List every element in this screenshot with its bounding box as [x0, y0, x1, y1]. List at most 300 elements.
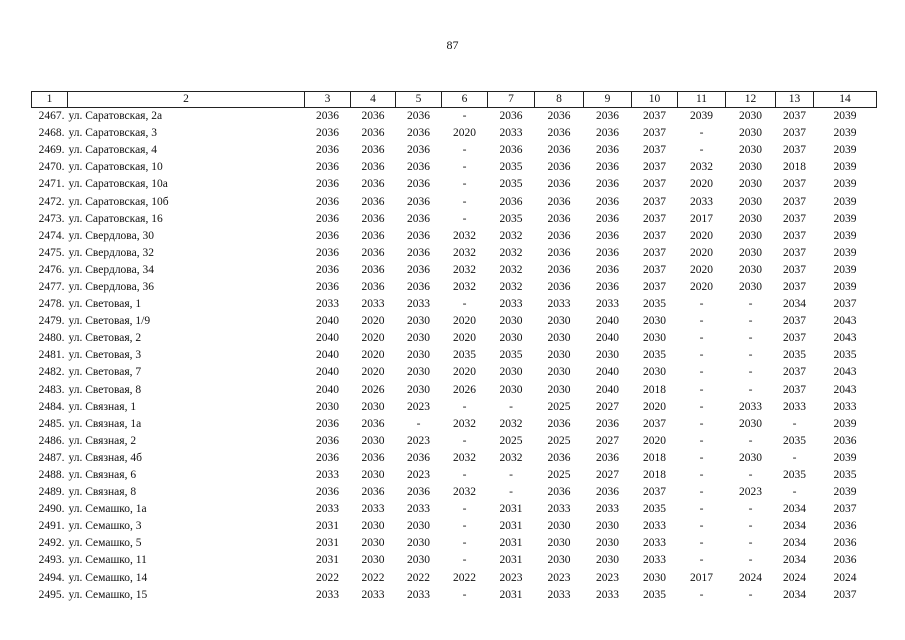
- year-cell: 2018: [783, 161, 806, 174]
- year-cell: 2037: [643, 212, 666, 225]
- year-cell: -: [699, 349, 704, 362]
- address-cell: ул. Связная, 6: [68, 469, 137, 482]
- year-cell: 2031: [316, 554, 339, 567]
- year-cell: 2036: [316, 127, 339, 140]
- year-cell: -: [748, 366, 753, 379]
- year-cell: -: [462, 520, 467, 533]
- year-cell: 2036: [407, 229, 430, 242]
- year-cell: 2037: [643, 417, 666, 430]
- year-cell: 2030: [643, 315, 666, 328]
- year-cell: 2040: [316, 366, 339, 379]
- year-cell: 2035: [499, 212, 523, 225]
- column-header: 7: [488, 92, 535, 108]
- year-cell: 2035: [783, 469, 806, 482]
- year-cell: 2030: [361, 520, 385, 533]
- data-table: [31, 91, 877, 604]
- year-cell: 2025: [547, 434, 571, 447]
- year-cell: 2030: [361, 469, 385, 482]
- year-cell: 2032: [499, 229, 523, 242]
- year-cell: 2039: [833, 144, 857, 157]
- year-cell: 2030: [739, 195, 762, 208]
- year-cell: 2033: [407, 588, 430, 601]
- table-row: [32, 416, 877, 433]
- year-cell: -: [792, 451, 797, 464]
- table-header-row: [32, 92, 877, 108]
- row-number-cell: 2491.: [38, 520, 65, 533]
- year-cell: -: [699, 554, 704, 567]
- row-number-cell: 2494.: [38, 571, 65, 584]
- year-cell: 2036: [407, 212, 430, 225]
- year-cell: 2037: [783, 315, 806, 328]
- year-cell: 2033: [316, 298, 339, 311]
- year-cell: 2023: [407, 434, 430, 447]
- year-cell: 2037: [783, 195, 806, 208]
- year-cell: -: [699, 127, 704, 140]
- year-cell: 2030: [407, 315, 430, 328]
- year-cell: -: [748, 469, 753, 482]
- table-row: [32, 552, 877, 569]
- year-cell: 2043: [833, 332, 857, 345]
- year-cell: -: [462, 212, 467, 225]
- year-cell: 2036: [833, 554, 857, 567]
- year-cell: 2036: [547, 417, 571, 430]
- year-cell: 2030: [596, 349, 619, 362]
- year-cell: 2036: [833, 520, 857, 533]
- year-cell: 2037: [783, 144, 806, 157]
- address-cell: ул. Семашко, 15: [68, 588, 148, 601]
- year-cell: 2039: [833, 280, 857, 293]
- year-cell: 2030: [739, 144, 762, 157]
- year-cell: -: [462, 434, 467, 447]
- table-row: [32, 262, 877, 279]
- address-cell: ул. Семашко, 5: [68, 537, 142, 550]
- year-cell: -: [462, 195, 467, 208]
- row-number-cell: 2474.: [38, 229, 65, 242]
- address-cell: ул. Связная, 4б: [68, 451, 142, 464]
- year-cell: 2022: [453, 571, 476, 584]
- year-cell: 2037: [643, 229, 666, 242]
- year-cell: -: [416, 417, 421, 430]
- year-cell: 2039: [833, 195, 857, 208]
- year-cell: -: [462, 178, 467, 191]
- year-cell: 2033: [643, 554, 666, 567]
- year-cell: -: [699, 332, 704, 345]
- year-cell: 2027: [596, 400, 619, 413]
- row-number-cell: 2472.: [38, 195, 65, 208]
- row-number-cell: 2487.: [38, 451, 65, 464]
- row-number-cell: 2495.: [38, 588, 65, 601]
- year-cell: 2036: [407, 451, 430, 464]
- table-row: [32, 570, 877, 587]
- year-cell: 2030: [547, 383, 571, 396]
- column-header: 2: [68, 92, 305, 108]
- year-cell: 2043: [833, 366, 857, 379]
- year-cell: 2036: [596, 280, 619, 293]
- year-cell: 2023: [407, 469, 430, 482]
- year-cell: 2036: [316, 110, 339, 123]
- address-cell: ул. Световая, 7: [68, 366, 142, 379]
- year-cell: 2031: [499, 503, 523, 516]
- address-cell: ул. Свердлова, 36: [68, 280, 154, 293]
- year-cell: 2034: [783, 537, 806, 550]
- column-header: 10: [632, 92, 678, 108]
- year-cell: 2035: [783, 349, 806, 362]
- year-cell: 2022: [407, 571, 430, 584]
- year-cell: 2036: [547, 178, 571, 191]
- year-cell: 2030: [547, 315, 571, 328]
- year-cell: 2030: [643, 571, 666, 584]
- year-cell: -: [462, 298, 467, 311]
- year-cell: 2033: [643, 520, 666, 533]
- row-number-cell: 2476.: [38, 263, 65, 276]
- table-row: [32, 467, 877, 484]
- year-cell: 2036: [316, 486, 339, 499]
- table-row: [32, 347, 877, 364]
- year-cell: 2031: [499, 520, 523, 533]
- year-cell: 2027: [596, 434, 619, 447]
- row-number-cell: 2484.: [38, 400, 65, 413]
- column-header: 14: [814, 92, 877, 108]
- year-cell: 2033: [547, 503, 571, 516]
- year-cell: -: [748, 434, 753, 447]
- year-cell: 2037: [783, 332, 806, 345]
- year-cell: 2024: [739, 571, 762, 584]
- row-number-cell: 2482.: [38, 366, 65, 379]
- year-cell: 2032: [453, 280, 476, 293]
- year-cell: 2035: [833, 469, 857, 482]
- year-cell: 2033: [833, 400, 857, 413]
- year-cell: 2040: [596, 315, 619, 328]
- year-cell: 2034: [783, 503, 806, 516]
- year-cell: 2036: [361, 229, 385, 242]
- year-cell: 2035: [499, 161, 523, 174]
- row-number-cell: 2477.: [38, 280, 65, 293]
- year-cell: 2039: [833, 110, 857, 123]
- table-row: [32, 228, 877, 245]
- year-cell: 2035: [833, 349, 857, 362]
- address-cell: ул. Саратовская, 4: [68, 144, 157, 157]
- address-cell: ул. Семашко, 3: [68, 520, 142, 533]
- year-cell: 2037: [783, 178, 806, 191]
- column-header: 13: [776, 92, 814, 108]
- year-cell: -: [509, 400, 513, 413]
- address-cell: ул. Связная, 1а: [68, 417, 142, 430]
- year-cell: 2033: [361, 503, 385, 516]
- year-cell: 2033: [407, 298, 430, 311]
- year-cell: 2036: [361, 161, 385, 174]
- year-cell: 2018: [643, 451, 666, 464]
- year-cell: -: [792, 486, 797, 499]
- year-cell: 2020: [453, 332, 476, 345]
- year-cell: 2036: [407, 110, 430, 123]
- year-cell: 2036: [547, 229, 571, 242]
- year-cell: 2037: [783, 383, 806, 396]
- year-cell: 2030: [407, 520, 430, 533]
- year-cell: 2017: [690, 571, 713, 584]
- year-cell: 2035: [643, 298, 666, 311]
- address-cell: ул. Световая, 2: [68, 332, 142, 345]
- year-cell: 2020: [361, 366, 385, 379]
- table-body: [32, 108, 877, 604]
- year-cell: 2036: [407, 161, 430, 174]
- year-cell: 2037: [643, 263, 666, 276]
- year-cell: 2036: [596, 246, 619, 259]
- year-cell: 2036: [547, 280, 571, 293]
- year-cell: 2032: [690, 161, 713, 174]
- year-cell: 2036: [547, 246, 571, 259]
- year-cell: 2036: [316, 178, 339, 191]
- year-cell: 2039: [833, 263, 857, 276]
- table-row: [32, 501, 877, 518]
- year-cell: -: [462, 144, 467, 157]
- year-cell: 2036: [407, 195, 430, 208]
- year-cell: 2036: [833, 537, 857, 550]
- year-cell: 2030: [361, 400, 385, 413]
- year-cell: -: [462, 503, 467, 516]
- year-cell: 2040: [316, 383, 339, 396]
- year-cell: 2030: [499, 383, 523, 396]
- year-cell: 2020: [361, 315, 385, 328]
- year-cell: 2020: [361, 349, 385, 362]
- year-cell: 2036: [596, 144, 619, 157]
- year-cell: 2023: [596, 571, 619, 584]
- year-cell: 2036: [596, 417, 619, 430]
- table-row: [32, 535, 877, 552]
- year-cell: 2036: [407, 127, 430, 140]
- year-cell: -: [792, 417, 797, 430]
- year-cell: 2043: [833, 315, 857, 328]
- row-number-cell: 2481.: [38, 349, 65, 362]
- year-cell: 2033: [547, 298, 571, 311]
- address-cell: ул. Свердлова, 34: [68, 263, 154, 276]
- address-cell: ул. Связная, 8: [68, 486, 137, 499]
- year-cell: 2036: [596, 212, 619, 225]
- year-cell: 2026: [453, 383, 476, 396]
- year-cell: 2036: [361, 212, 385, 225]
- year-cell: 2030: [547, 520, 571, 533]
- row-number-cell: 2467.: [38, 110, 65, 123]
- year-cell: 2035: [643, 588, 666, 601]
- year-cell: 2039: [833, 246, 857, 259]
- year-cell: 2036: [547, 110, 571, 123]
- year-cell: 2037: [783, 280, 806, 293]
- year-cell: 2037: [643, 280, 666, 293]
- year-cell: 2036: [596, 486, 619, 499]
- year-cell: 2033: [407, 503, 430, 516]
- year-cell: 2033: [739, 400, 762, 413]
- year-cell: 2036: [547, 451, 571, 464]
- year-cell: 2030: [316, 400, 339, 413]
- year-cell: 2036: [499, 144, 523, 157]
- year-cell: 2030: [407, 349, 430, 362]
- table-row: [32, 313, 877, 330]
- table-row: [32, 211, 877, 228]
- year-cell: 2040: [316, 315, 339, 328]
- year-cell: 2036: [407, 246, 430, 259]
- year-cell: 2033: [643, 537, 666, 550]
- year-cell: 2020: [690, 280, 713, 293]
- year-cell: 2036: [361, 246, 385, 259]
- year-cell: 2033: [596, 503, 619, 516]
- year-cell: -: [699, 434, 704, 447]
- year-cell: 2033: [361, 298, 385, 311]
- year-cell: 2037: [783, 263, 806, 276]
- year-cell: 2036: [361, 178, 385, 191]
- year-cell: -: [699, 469, 704, 482]
- year-cell: 2036: [316, 280, 339, 293]
- year-cell: 2039: [833, 212, 857, 225]
- year-cell: -: [748, 349, 753, 362]
- year-cell: 2023: [407, 400, 430, 413]
- table-row: [32, 587, 877, 604]
- row-number-cell: 2479.: [38, 315, 65, 328]
- year-cell: 2036: [596, 161, 619, 174]
- year-cell: 2036: [407, 280, 430, 293]
- year-cell: 2033: [596, 298, 619, 311]
- row-number-cell: 2492.: [38, 537, 65, 550]
- year-cell: -: [699, 417, 704, 430]
- table-row: [32, 159, 877, 176]
- year-cell: 2033: [361, 588, 385, 601]
- year-cell: -: [699, 537, 704, 550]
- table-row: [32, 518, 877, 535]
- table-row: [32, 399, 877, 416]
- year-cell: 2043: [833, 383, 857, 396]
- year-cell: -: [748, 298, 753, 311]
- year-cell: 2036: [547, 144, 571, 157]
- year-cell: 2030: [739, 263, 762, 276]
- year-cell: 2030: [407, 383, 430, 396]
- year-cell: 2037: [643, 144, 666, 157]
- year-cell: 2036: [361, 417, 385, 430]
- year-cell: 2027: [596, 469, 619, 482]
- table-row: [32, 108, 877, 126]
- year-cell: 2030: [407, 554, 430, 567]
- year-cell: 2030: [739, 110, 762, 123]
- year-cell: 2030: [407, 332, 430, 345]
- year-cell: 2037: [643, 161, 666, 174]
- year-cell: 2036: [407, 178, 430, 191]
- year-cell: 2025: [499, 434, 523, 447]
- column-header: 11: [678, 92, 726, 108]
- table-row: [32, 484, 877, 501]
- year-cell: 2036: [547, 195, 571, 208]
- column-header: 6: [442, 92, 488, 108]
- year-cell: 2039: [833, 486, 857, 499]
- address-cell: ул. Саратовская, 10а: [68, 178, 168, 191]
- year-cell: 2018: [643, 469, 666, 482]
- year-cell: -: [748, 315, 753, 328]
- year-cell: 2032: [453, 229, 476, 242]
- year-cell: 2039: [833, 161, 857, 174]
- row-number-cell: 2493.: [38, 554, 65, 567]
- year-cell: 2035: [783, 434, 806, 447]
- year-cell: -: [462, 400, 467, 413]
- year-cell: 2036: [596, 195, 619, 208]
- year-cell: 2036: [316, 161, 339, 174]
- address-cell: ул. Саратовская, 16: [68, 212, 163, 225]
- year-cell: 2020: [643, 400, 666, 413]
- year-cell: 2020: [453, 315, 476, 328]
- year-cell: 2036: [316, 212, 339, 225]
- row-number-cell: 2478.: [38, 298, 65, 311]
- year-cell: -: [462, 554, 467, 567]
- year-cell: 2020: [690, 263, 713, 276]
- row-number-cell: 2485.: [38, 417, 65, 430]
- year-cell: 2033: [499, 298, 523, 311]
- year-cell: 2020: [361, 332, 385, 345]
- year-cell: 2036: [361, 144, 385, 157]
- year-cell: 2032: [453, 486, 476, 499]
- table-row: [32, 125, 877, 142]
- column-header: 3: [305, 92, 351, 108]
- row-number-cell: 2469.: [38, 144, 65, 157]
- address-cell: ул. Саратовская, 10: [68, 161, 163, 174]
- year-cell: 2040: [596, 383, 619, 396]
- year-cell: 2036: [596, 229, 619, 242]
- year-cell: 2036: [361, 280, 385, 293]
- year-cell: -: [699, 315, 704, 328]
- year-cell: 2030: [596, 537, 619, 550]
- year-cell: 2035: [499, 178, 523, 191]
- year-cell: -: [462, 469, 467, 482]
- year-cell: 2035: [643, 503, 666, 516]
- year-cell: 2036: [547, 486, 571, 499]
- year-cell: 2020: [453, 127, 476, 140]
- year-cell: 2024: [833, 571, 857, 584]
- year-cell: 2036: [361, 451, 385, 464]
- year-cell: -: [699, 486, 704, 499]
- row-number-cell: 2489.: [38, 486, 65, 499]
- year-cell: 2039: [690, 110, 713, 123]
- year-cell: 2037: [643, 178, 666, 191]
- column-header: 1: [32, 92, 68, 108]
- year-cell: 2030: [407, 366, 430, 379]
- column-header: 5: [396, 92, 442, 108]
- table-row: [32, 330, 877, 347]
- address-cell: ул. Свердлова, 30: [68, 229, 154, 242]
- year-cell: 2036: [596, 263, 619, 276]
- column-header: 4: [351, 92, 396, 108]
- year-cell: 2030: [739, 229, 762, 242]
- year-cell: 2036: [547, 212, 571, 225]
- year-cell: 2032: [499, 417, 523, 430]
- year-cell: 2037: [643, 486, 666, 499]
- year-cell: 2036: [833, 434, 857, 447]
- year-cell: 2039: [833, 127, 857, 140]
- year-cell: 2030: [739, 127, 762, 140]
- year-cell: -: [462, 110, 467, 123]
- year-cell: 2033: [316, 503, 339, 516]
- year-cell: -: [699, 400, 704, 413]
- column-header: 8: [535, 92, 584, 108]
- year-cell: 2020: [690, 178, 713, 191]
- year-cell: 2020: [690, 246, 713, 259]
- row-number-cell: 2488.: [38, 469, 65, 482]
- year-cell: 2031: [316, 537, 339, 550]
- year-cell: 2030: [547, 349, 571, 362]
- column-header: 12: [726, 92, 776, 108]
- year-cell: 2034: [783, 520, 806, 533]
- year-cell: 2025: [547, 469, 571, 482]
- year-cell: 2025: [547, 400, 571, 413]
- table-row: [32, 382, 877, 399]
- year-cell: 2030: [499, 315, 523, 328]
- year-cell: 2037: [783, 127, 806, 140]
- year-cell: 2037: [833, 298, 857, 311]
- year-cell: 2023: [547, 571, 571, 584]
- year-cell: 2031: [499, 554, 523, 567]
